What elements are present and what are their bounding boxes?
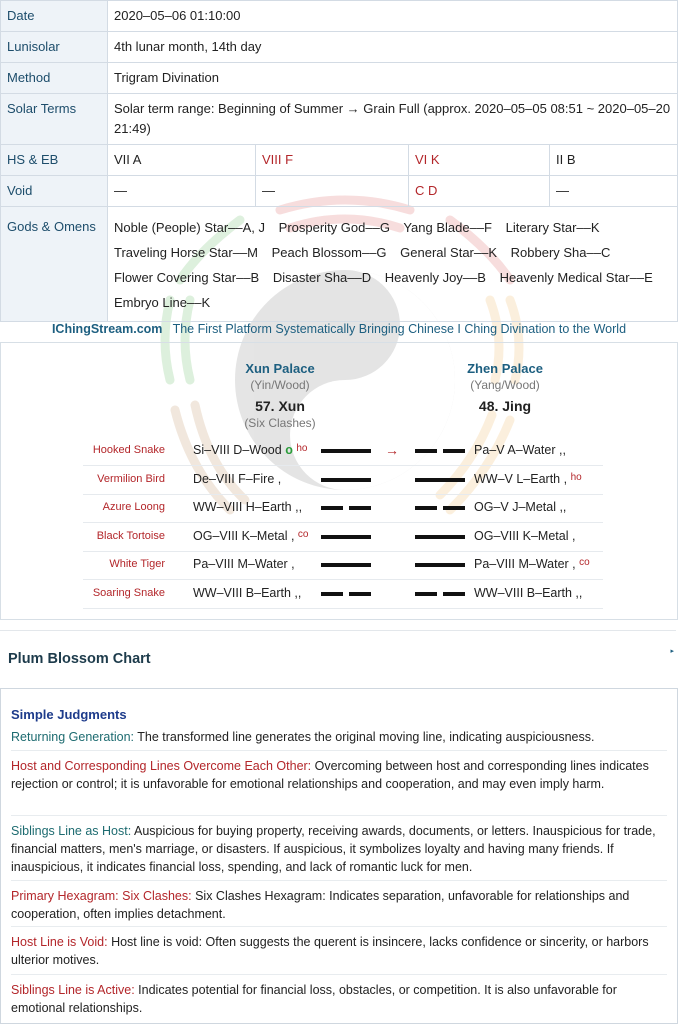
- hexagram-panel: [0, 342, 678, 620]
- changed-line-label: Pa–V A–Water ,,: [474, 443, 566, 457]
- changed-line-symbol: [415, 506, 465, 510]
- yin-line-bar: [349, 592, 371, 596]
- gods-omens-label: Gods & Omens: [1, 207, 108, 322]
- judgments-title: Simple Judgments: [11, 707, 127, 722]
- primary-line-label: WW–VIII H–Earth ,,: [193, 500, 303, 515]
- omen-item: Robbery Sha––C: [510, 245, 611, 260]
- hseb-day: VI K: [409, 145, 550, 176]
- omen-item: Heavenly Joy––B: [384, 270, 486, 285]
- omen-item: Traveling Horse Star––M: [114, 245, 259, 260]
- yang-line-bar: [415, 478, 465, 482]
- yin-line-bar: [349, 506, 371, 510]
- judgment-divider: [11, 880, 667, 881]
- yang-line-bar: [321, 535, 371, 539]
- judgment-text: Host line is void: Often suggests the querent is insincere, lacks confidence or sincerity, or harbors ulterior motives.: [11, 935, 649, 967]
- six-god-label: Hooked Snake: [92, 444, 165, 456]
- judgment-key: Host Line is Void:: [11, 935, 108, 949]
- primary-hexagram-name: 57. Xun: [255, 398, 305, 414]
- hexagram-line-row: [83, 580, 603, 609]
- primary-line-label: De–VIII F–Fire ,: [193, 471, 282, 486]
- hseb-hour: II B: [550, 145, 678, 176]
- primary-line-text: [193, 529, 308, 543]
- judgment-item: [11, 933, 667, 969]
- yin-line-bar: [321, 592, 343, 596]
- changed-line-label: OG–VIII K–Metal ,: [474, 528, 576, 543]
- changed-line-label: WW–VIII B–Earth ,,: [474, 586, 583, 600]
- site-link[interactable]: IChingStream.com: [51, 322, 163, 336]
- omen-item: Noble (People) Star––A, J: [114, 220, 266, 235]
- yin-line-bar: [415, 592, 437, 596]
- primary-element: (Yin/Wood): [250, 378, 310, 392]
- judgment-item: [11, 887, 667, 923]
- date-label: Date: [1, 1, 108, 32]
- primary-line-symbol: [321, 592, 371, 596]
- six-god-label: Soaring Snake: [92, 587, 165, 599]
- omen-item: Disaster Sha––D: [272, 270, 372, 285]
- yang-line-bar: [415, 563, 465, 567]
- changed-palace: Zhen Palace: [467, 361, 543, 376]
- tagline-text: The First Platform Systematically Bringing Chinese I Ching Divination to the World: [172, 322, 627, 336]
- six-god-label: Azure Loong: [102, 501, 165, 514]
- yin-line-bar: [415, 506, 437, 510]
- line-role-marker: co: [579, 557, 590, 569]
- hexagram-line-row: [83, 523, 603, 552]
- six-god-label: Vermilion Bird: [97, 472, 165, 485]
- changed-line-label: Pa–VIII M–Water ,: [474, 557, 576, 572]
- yin-line-bar: [443, 449, 465, 453]
- omen-item: Literary Star––K: [505, 220, 600, 235]
- primary-hexagram-header: [205, 361, 355, 430]
- void-year: —: [108, 176, 256, 207]
- primary-line-text: [193, 443, 307, 457]
- omen-item: Embryo Line––K: [114, 295, 211, 310]
- omens-list: [108, 207, 678, 322]
- primary-line-label: OG–VIII K–Metal ,: [193, 528, 295, 543]
- omen-item: Yang Blade––F: [403, 220, 492, 235]
- changed-element: (Yang/Wood): [470, 378, 540, 392]
- changed-hexagram-header: [430, 361, 580, 414]
- primary-line-label: Si–VIII D–Wood: [193, 443, 282, 457]
- lunisolar-value: 4th lunar month, 14th day: [108, 32, 678, 63]
- primary-line-symbol: [321, 449, 371, 453]
- plum-blossom-title: Plum Blossom Chart: [8, 651, 151, 667]
- changed-line-symbol: [415, 592, 465, 596]
- transform-arrow-icon: →: [385, 442, 399, 458]
- primary-line-symbol: [321, 535, 371, 539]
- hseb-label: HS & EB: [1, 145, 108, 176]
- void-month: —: [256, 176, 409, 207]
- yin-line-bar: [321, 506, 343, 510]
- primary-line-text: [193, 500, 302, 514]
- lunisolar-label: Lunisolar: [1, 32, 108, 63]
- changed-line-text: [474, 557, 590, 571]
- changed-line-text: [474, 529, 575, 543]
- changed-line-symbol: [415, 563, 465, 567]
- judgment-text: Auspicious for buying property, receiving awards, documents, or letters. Inauspicious for trade, financial matters, men's marriage, or disasters. If auspicious, it symbolizes loyalty and having many friends. If inauspicious, it indicates financial loss, spending, and lack of romantic luck for men.: [11, 824, 656, 874]
- plum-blossom-section: [0, 630, 676, 681]
- primary-line-label: WW–VIII B–Earth ,,: [193, 586, 302, 600]
- line-role-marker: ho: [296, 443, 308, 454]
- changed-line-label: WW–V L–Earth ,: [474, 471, 568, 486]
- expand-icon[interactable]: ▸: [670, 648, 674, 655]
- date-value: 2020–05–06 01:10:00: [108, 1, 678, 32]
- judgment-text: The transformed line generates the original moving line, indicating auspiciousness.: [134, 730, 595, 744]
- primary-line-symbol: [321, 506, 371, 510]
- judgment-item: [11, 822, 667, 876]
- judgment-divider: [11, 750, 667, 751]
- primary-line-text: [193, 472, 281, 486]
- primary-hexagram-note: (Six Clashes): [244, 416, 316, 430]
- hexagram-line-row: [83, 551, 603, 580]
- judgment-text: Indicates potential for financial loss, obstacles, or competition. It is also unfavorable for emotional relationships.: [11, 983, 617, 1015]
- judgment-divider: [11, 815, 667, 816]
- method-value: Trigram Divination: [108, 63, 678, 94]
- method-label: Method: [1, 63, 108, 94]
- changed-line-symbol: [415, 478, 465, 482]
- changed-hexagram-name: 48. Jing: [478, 398, 532, 414]
- void-hour: —: [550, 176, 678, 207]
- hseb-month: VIII F: [256, 145, 409, 176]
- judgment-key: Siblings Line as Host:: [11, 824, 132, 838]
- yang-line-bar: [321, 478, 371, 482]
- changed-line-symbol: [415, 535, 465, 539]
- yang-line-bar: [321, 449, 371, 453]
- divination-info-table: [0, 0, 678, 322]
- judgment-key: Primary Hexagram: Six Clashes:: [11, 889, 192, 903]
- omen-item: Heavenly Medical Star––E: [499, 270, 653, 285]
- omen-item: General Star––K: [400, 245, 498, 260]
- hexagram-line-row: [83, 494, 603, 523]
- judgment-divider: [11, 926, 667, 927]
- line-role-marker: co: [297, 528, 309, 540]
- six-god-label: White Tiger: [109, 558, 165, 571]
- primary-line-symbol: [321, 563, 371, 567]
- yin-line-bar: [443, 592, 465, 596]
- yang-line-bar: [415, 535, 465, 539]
- judgment-key: Returning Generation:: [11, 730, 134, 744]
- six-god-label: Black Tortoise: [96, 529, 165, 542]
- site-tagline: [0, 322, 678, 336]
- judgment-key: Siblings Line is Active:: [11, 983, 135, 997]
- solar-terms-label: Solar Terms: [1, 94, 108, 145]
- solar-terms-value: Solar term range: Beginning of Summer → Grain Full (approx. 2020–05–05 08:51 ~ 2020–05–20 21:49): [108, 94, 678, 145]
- judgment-item: [11, 728, 667, 746]
- hexagram-line-row: [83, 466, 603, 495]
- primary-line-text: [193, 586, 301, 600]
- omen-item: Flower Covering Star––B: [114, 270, 260, 285]
- yin-line-bar: [443, 506, 465, 510]
- changed-line-text: [474, 472, 582, 486]
- changed-line-text: [474, 500, 566, 514]
- simple-judgments-panel: [0, 688, 678, 1024]
- changed-line-symbol: [415, 449, 465, 453]
- judgment-item: [11, 757, 667, 793]
- void-day: C D: [409, 176, 550, 207]
- judgment-text: Overcoming between host and corresponding lines indicates rejection or control; it is unfavorable for emotional relationships and cooperation, and may even imply harm.: [11, 759, 649, 791]
- primary-palace: Xun Palace: [245, 361, 315, 376]
- omen-item: Prosperity God––G: [278, 220, 390, 235]
- moving-line-marker: o: [285, 443, 293, 457]
- judgment-item: [11, 981, 667, 1017]
- yin-line-bar: [415, 449, 437, 453]
- changed-line-label: OG–V J–Metal ,,: [474, 500, 567, 515]
- primary-line-label: Pa–VIII M–Water ,: [193, 557, 295, 572]
- changed-line-text: [474, 586, 582, 600]
- changed-line-text: [474, 443, 566, 457]
- hexagram-line-row: [83, 437, 603, 466]
- judgment-text: Six Clashes Hexagram: Indicates separation, unfavorable for relationships and cooperation, often implies detachment.: [11, 889, 630, 921]
- primary-line-symbol: [321, 478, 371, 482]
- line-role-marker: ho: [570, 471, 582, 483]
- void-label: Void: [1, 176, 108, 207]
- judgment-divider: [11, 974, 667, 975]
- yang-line-bar: [321, 563, 371, 567]
- judgment-key: Host and Corresponding Lines Overcome Each Other:: [11, 759, 312, 773]
- hseb-year: VII A: [108, 145, 256, 176]
- primary-line-text: [193, 557, 295, 571]
- omen-item: Peach Blossom––G: [271, 245, 387, 260]
